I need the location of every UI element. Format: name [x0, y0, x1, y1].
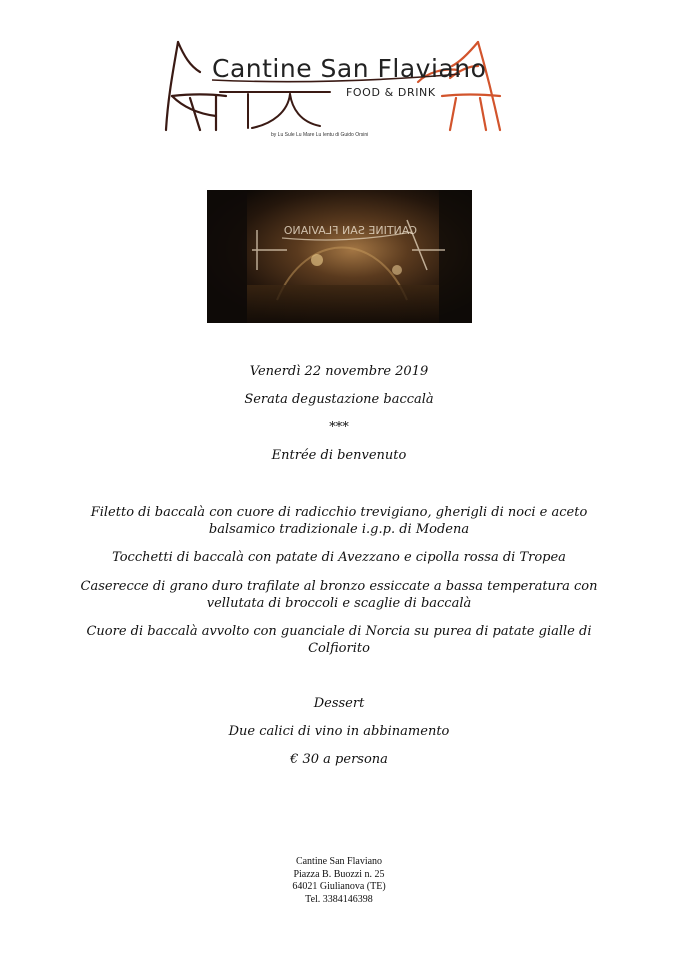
dish-item: Caserecce di grano duro trafilate al bronzo essiccate a bassa temperatura con vellutata di broccoli e scaglie di baccalà: [80, 579, 598, 611]
footer-street: Piazza B. Buozzi n. 25: [293, 868, 385, 880]
footer-phone: Tel. 3384146398: [305, 893, 373, 905]
logo-title: Cantine San Flaviano: [212, 54, 487, 83]
event-title: Serata degustazione baccalà: [244, 392, 434, 407]
price: € 30 a persona: [290, 752, 388, 767]
address-footer: [0, 856, 678, 906]
footer-name: Cantine San Flaviano: [295, 856, 383, 867]
wine-pairing: Due calici di vino in abbinamento: [228, 724, 450, 739]
footer-city: 64021 Giulianova (TE): [292, 881, 386, 892]
svg-text:CANTINE SAN FLAVIANO: CANTINE SAN FLAVIANO: [283, 224, 417, 237]
entree: Entrée di benvenuto: [271, 448, 407, 463]
dish-item: Filetto di baccalà con cuore di radicchio trevigiano, gherigli di noci e aceto balsamico tradizionale i.g.p. di Modena: [90, 505, 588, 537]
dish-item: Cuore di baccalà avvolto con guanciale di Norcia su purea di patate gialle di Colfiorito: [86, 624, 592, 656]
separator: ***: [329, 420, 349, 435]
restaurant-photo: [207, 190, 472, 323]
logo-byline: by Lu Sule Lu Mare Lu Ientu di Guido Orsini: [271, 132, 369, 138]
dessert: Dessert: [313, 696, 365, 711]
event-date: Venerdì 22 novembre 2019: [249, 364, 429, 379]
brand-logo: [160, 36, 510, 148]
dish-item: Tocchetti di baccalà con patate di Avezzano e cipolla rossa di Tropea: [112, 550, 566, 565]
logo-subtitle: FOOD & DRINK: [346, 86, 436, 99]
